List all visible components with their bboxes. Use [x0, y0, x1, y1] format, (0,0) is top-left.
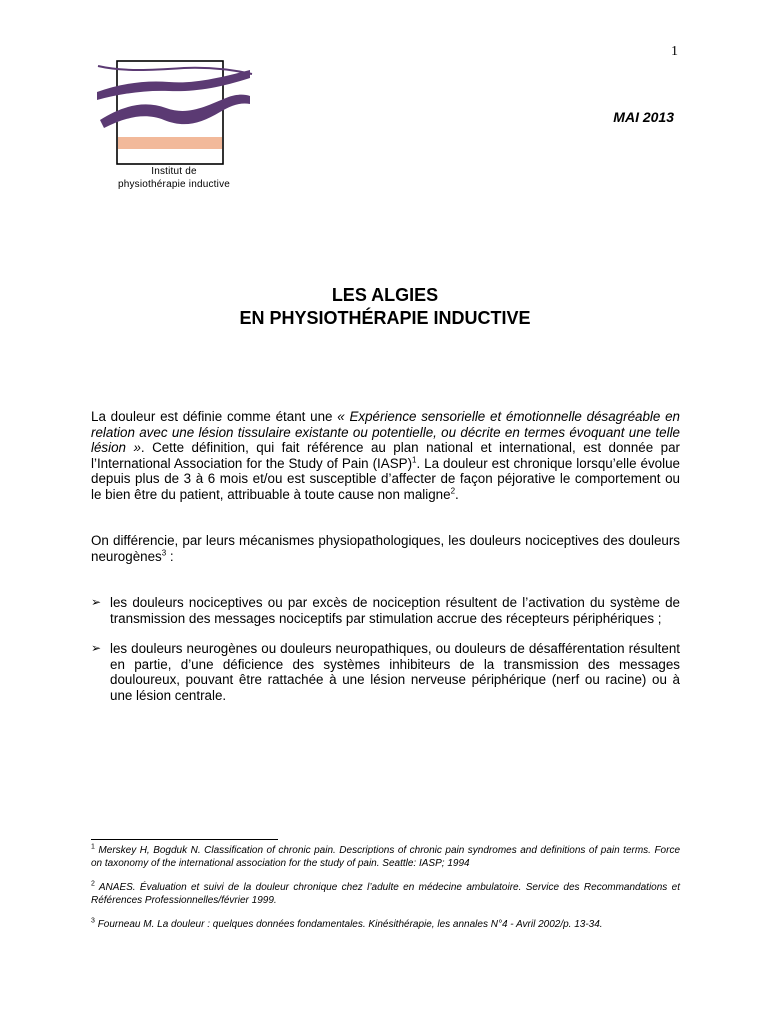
list-item	[91, 595, 680, 626]
footnote-separator	[91, 839, 278, 840]
footnote-2	[91, 882, 680, 907]
paragraph-classification	[91, 533, 680, 564]
footnote-number: 1	[91, 843, 95, 851]
list-item	[91, 641, 680, 703]
document-title	[0, 284, 770, 330]
title-line2: EN PHYSIOTHÉRAPIE INDUCTIVE	[239, 308, 531, 328]
para2-text: On différencie, par leurs mécanismes physiopathologiques, les douleurs nociceptives des douleurs neurogènes	[91, 533, 680, 564]
para1-text-b: . La douleur est chronique lorsqu’elle évolue depuis plus de 3 à 6 mois et/ou est susceptible d’affecter de façon péjorative le comportement ou le bien être du patient, attribuable à toute cause non maligne	[91, 455, 680, 502]
main-content	[91, 409, 680, 718]
arrow-bullet-icon: ➢	[91, 595, 102, 609]
pain-types-list	[91, 595, 680, 703]
title-line1: LES ALGIES	[331, 285, 439, 305]
footnote-ref-2[interactable]: 2	[450, 486, 456, 496]
list-item-text: les douleurs nociceptives ou par excès de nociception résultent de l’activation du système de transmission des messages nociceptifs par stimulation accrue des récepteurs périphériques ;	[110, 595, 680, 626]
footnote-number: 3	[91, 917, 95, 925]
document-date: MAI 2013	[613, 109, 674, 125]
footnote-number: 2	[91, 880, 95, 888]
logo-caption-line2: physiothérapie inductive	[117, 179, 231, 190]
logo-caption	[104, 165, 244, 191]
para1-intro: La douleur est définie comme étant une	[91, 409, 338, 424]
footnote-text: Merskey H, Bogduk N. Classification of chronic pain. Descriptions of chronic pain syndromes and definitions of pain terms. Force on taxonomy of the international association for the study of pain. Seattle: IASP; 1994	[91, 845, 681, 869]
footnote-text: ANAES. Évaluation et suivi de la douleur chronique chez l’adulte en médecine ambulatoire. Service des Recommandations et Références Professionnelles/février 1999.	[91, 882, 680, 906]
page-number: 1	[671, 44, 678, 59]
footnote-ref-3[interactable]: 3	[161, 548, 167, 558]
footnotes	[91, 845, 680, 944]
footnote-text: Fourneau M. La douleur : quelques données fondamentales. Kinésithérapie, les annales N°4 - Avril 2002/p. 13-34.	[97, 919, 603, 930]
para1-text-a: . Cette définition, qui fait référence au plan national et international, est donnée par l’International Association for the Study of Pain (IASP)	[91, 440, 680, 471]
footnote-1	[91, 845, 680, 870]
logo-caption-line1: Institut de	[151, 166, 197, 177]
para1-text-c: .	[455, 486, 459, 502]
list-item-text: les douleurs neurogènes ou douleurs neuropathiques, ou douleurs de désafférentation résultent en partie, d’une déficience des systèmes inhibiteurs de la transmission des messages douloureux, pouvant être rattachée à une lésion nerveuse périphérique (nerf ou racine) ou à une lésion centrale.	[110, 641, 680, 703]
para2-tail: :	[166, 548, 174, 564]
footnote-3	[91, 919, 680, 932]
arrow-bullet-icon: ➢	[91, 641, 102, 655]
footnote-ref-1[interactable]: 1	[412, 455, 417, 465]
paragraph-definition	[91, 409, 680, 502]
para1-quote: « Expérience sensorielle et émotionnelle désagréable en relation avec une lésion tissulaire existante ou potentielle, ou décrite en termes évoquant une telle lésion »	[91, 409, 680, 455]
